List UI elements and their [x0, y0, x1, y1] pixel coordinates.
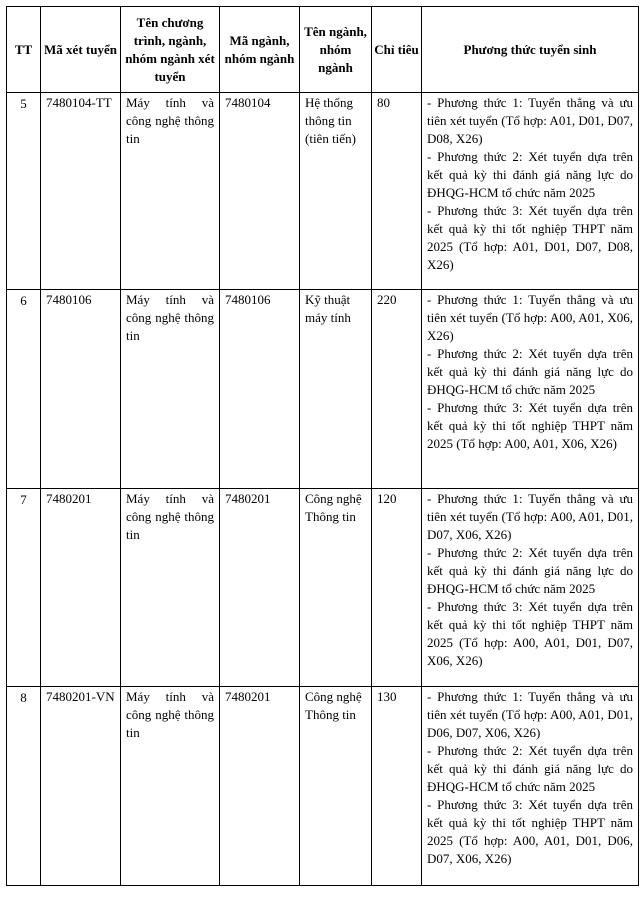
header-ten-chuong-trinh: Tên chương trình, ngành, nhóm ngành xét tuyển — [121, 7, 220, 93]
cell-ten-nganh: Công nghệ Thông tin — [300, 687, 372, 886]
phuong-thuc-1: - Phương thức 1: Tuyển thẳng và ưu tiên xét tuyển (Tổ hợp: A00, A01, D01, D07, X06, X26) — [427, 491, 633, 542]
cell-ma-xet-tuyen: 7480104-TT — [41, 93, 121, 290]
phuong-thuc-1: - Phương thức 1: Tuyển thẳng và ưu tiên xét tuyển (Tổ hợp: A00, A01, D01, D06, D07, X06, X26) — [427, 689, 633, 740]
cell-chi-tieu: 120 — [372, 489, 422, 687]
phuong-thuc-3: - Phương thức 3: Xét tuyển dựa trên kết quả kỳ thi tốt nghiệp THPT năm 2025 (Tổ hợp: A00, A01, D01, D06, D07, X06, X26) — [427, 797, 633, 866]
cell-tt: 6 — [7, 290, 41, 489]
cell-phuong-thuc — [422, 290, 639, 489]
phuong-thuc-3: - Phương thức 3: Xét tuyển dựa trên kết quả kỳ thi tốt nghiệp THPT năm 2025 (Tổ hợp: A01, D01, D07, D08, X26) — [427, 203, 633, 272]
cell-ten-chuong-trinh: Máy tính và công nghệ thông tin — [121, 290, 220, 489]
phuong-thuc-2: - Phương thức 2: Xét tuyển dựa trên kết quả kỳ thi đánh giá năng lực do ĐHQG-HCM tổ chức năm 2025 — [427, 346, 633, 397]
cell-ma-nganh: 7480201 — [220, 687, 300, 886]
admissions-table — [6, 6, 639, 886]
cell-phuong-thuc — [422, 93, 639, 290]
phuong-thuc-2: - Phương thức 2: Xét tuyển dựa trên kết quả kỳ thi đánh giá năng lực do ĐHQG-HCM tổ chức năm 2025 — [427, 743, 633, 794]
cell-ten-nganh: Công nghệ Thông tin — [300, 489, 372, 687]
cell-ma-nganh: 7480106 — [220, 290, 300, 489]
cell-chi-tieu: 130 — [372, 687, 422, 886]
cell-phuong-thuc — [422, 687, 639, 886]
cell-ten-chuong-trinh: Máy tính và công nghệ thông tin — [121, 687, 220, 886]
cell-ma-nganh: 7480201 — [220, 489, 300, 687]
phuong-thuc-2: - Phương thức 2: Xét tuyển dựa trên kết quả kỳ thi đánh giá năng lực do ĐHQG-HCM tổ chức năm 2025 — [427, 545, 633, 596]
cell-chi-tieu: 220 — [372, 290, 422, 489]
header-ma-nganh: Mã ngành, nhóm ngành — [220, 7, 300, 93]
cell-ma-xet-tuyen: 7480106 — [41, 290, 121, 489]
header-phuong-thuc: Phương thức tuyển sinh — [422, 7, 639, 93]
phuong-thuc-1: - Phương thức 1: Tuyển thẳng và ưu tiên xét tuyển (Tổ hợp: A01, D01, D07, D08, X26) — [427, 95, 633, 146]
header-chi-tieu: Chỉ tiêu — [372, 7, 422, 93]
cell-ten-chuong-trinh: Máy tính và công nghệ thông tin — [121, 489, 220, 687]
cell-ten-nganh: Hệ thống thông tin (tiên tiến) — [300, 93, 372, 290]
cell-ma-nganh: 7480104 — [220, 93, 300, 290]
phuong-thuc-3: - Phương thức 3: Xét tuyển dựa trên kết quả kỳ thi tốt nghiệp THPT năm 2025 (Tổ hợp: A00, A01, X06, X26) — [427, 400, 633, 451]
cell-tt: 7 — [7, 489, 41, 687]
header-ma-xet-tuyen: Mã xét tuyển — [41, 7, 121, 93]
phuong-thuc-2: - Phương thức 2: Xét tuyển dựa trên kết quả kỳ thi đánh giá năng lực do ĐHQG-HCM tổ chức năm 2025 — [427, 149, 633, 200]
cell-tt: 5 — [7, 93, 41, 290]
cell-ma-xet-tuyen: 7480201-VN — [41, 687, 121, 886]
cell-ten-nganh: Kỹ thuật máy tính — [300, 290, 372, 489]
header-row — [7, 7, 639, 93]
phuong-thuc-3: - Phương thức 3: Xét tuyển dựa trên kết quả kỳ thi tốt nghiệp THPT năm 2025 (Tổ hợp: A00, A01, D01, D07, X06, X26) — [427, 599, 633, 668]
table-row — [7, 290, 639, 489]
table-row — [7, 93, 639, 290]
header-ten-nganh: Tên ngành, nhóm ngành — [300, 7, 372, 93]
cell-tt: 8 — [7, 687, 41, 886]
cell-ma-xet-tuyen: 7480201 — [41, 489, 121, 687]
phuong-thuc-1: - Phương thức 1: Tuyển thẳng và ưu tiên xét tuyển (Tổ hợp: A00, A01, X06, X26) — [427, 292, 633, 343]
header-tt: TT — [7, 7, 41, 93]
table-row — [7, 489, 639, 687]
cell-phuong-thuc — [422, 489, 639, 687]
cell-ten-chuong-trinh: Máy tính và công nghệ thông tin — [121, 93, 220, 290]
table-row — [7, 687, 639, 886]
cell-chi-tieu: 80 — [372, 93, 422, 290]
